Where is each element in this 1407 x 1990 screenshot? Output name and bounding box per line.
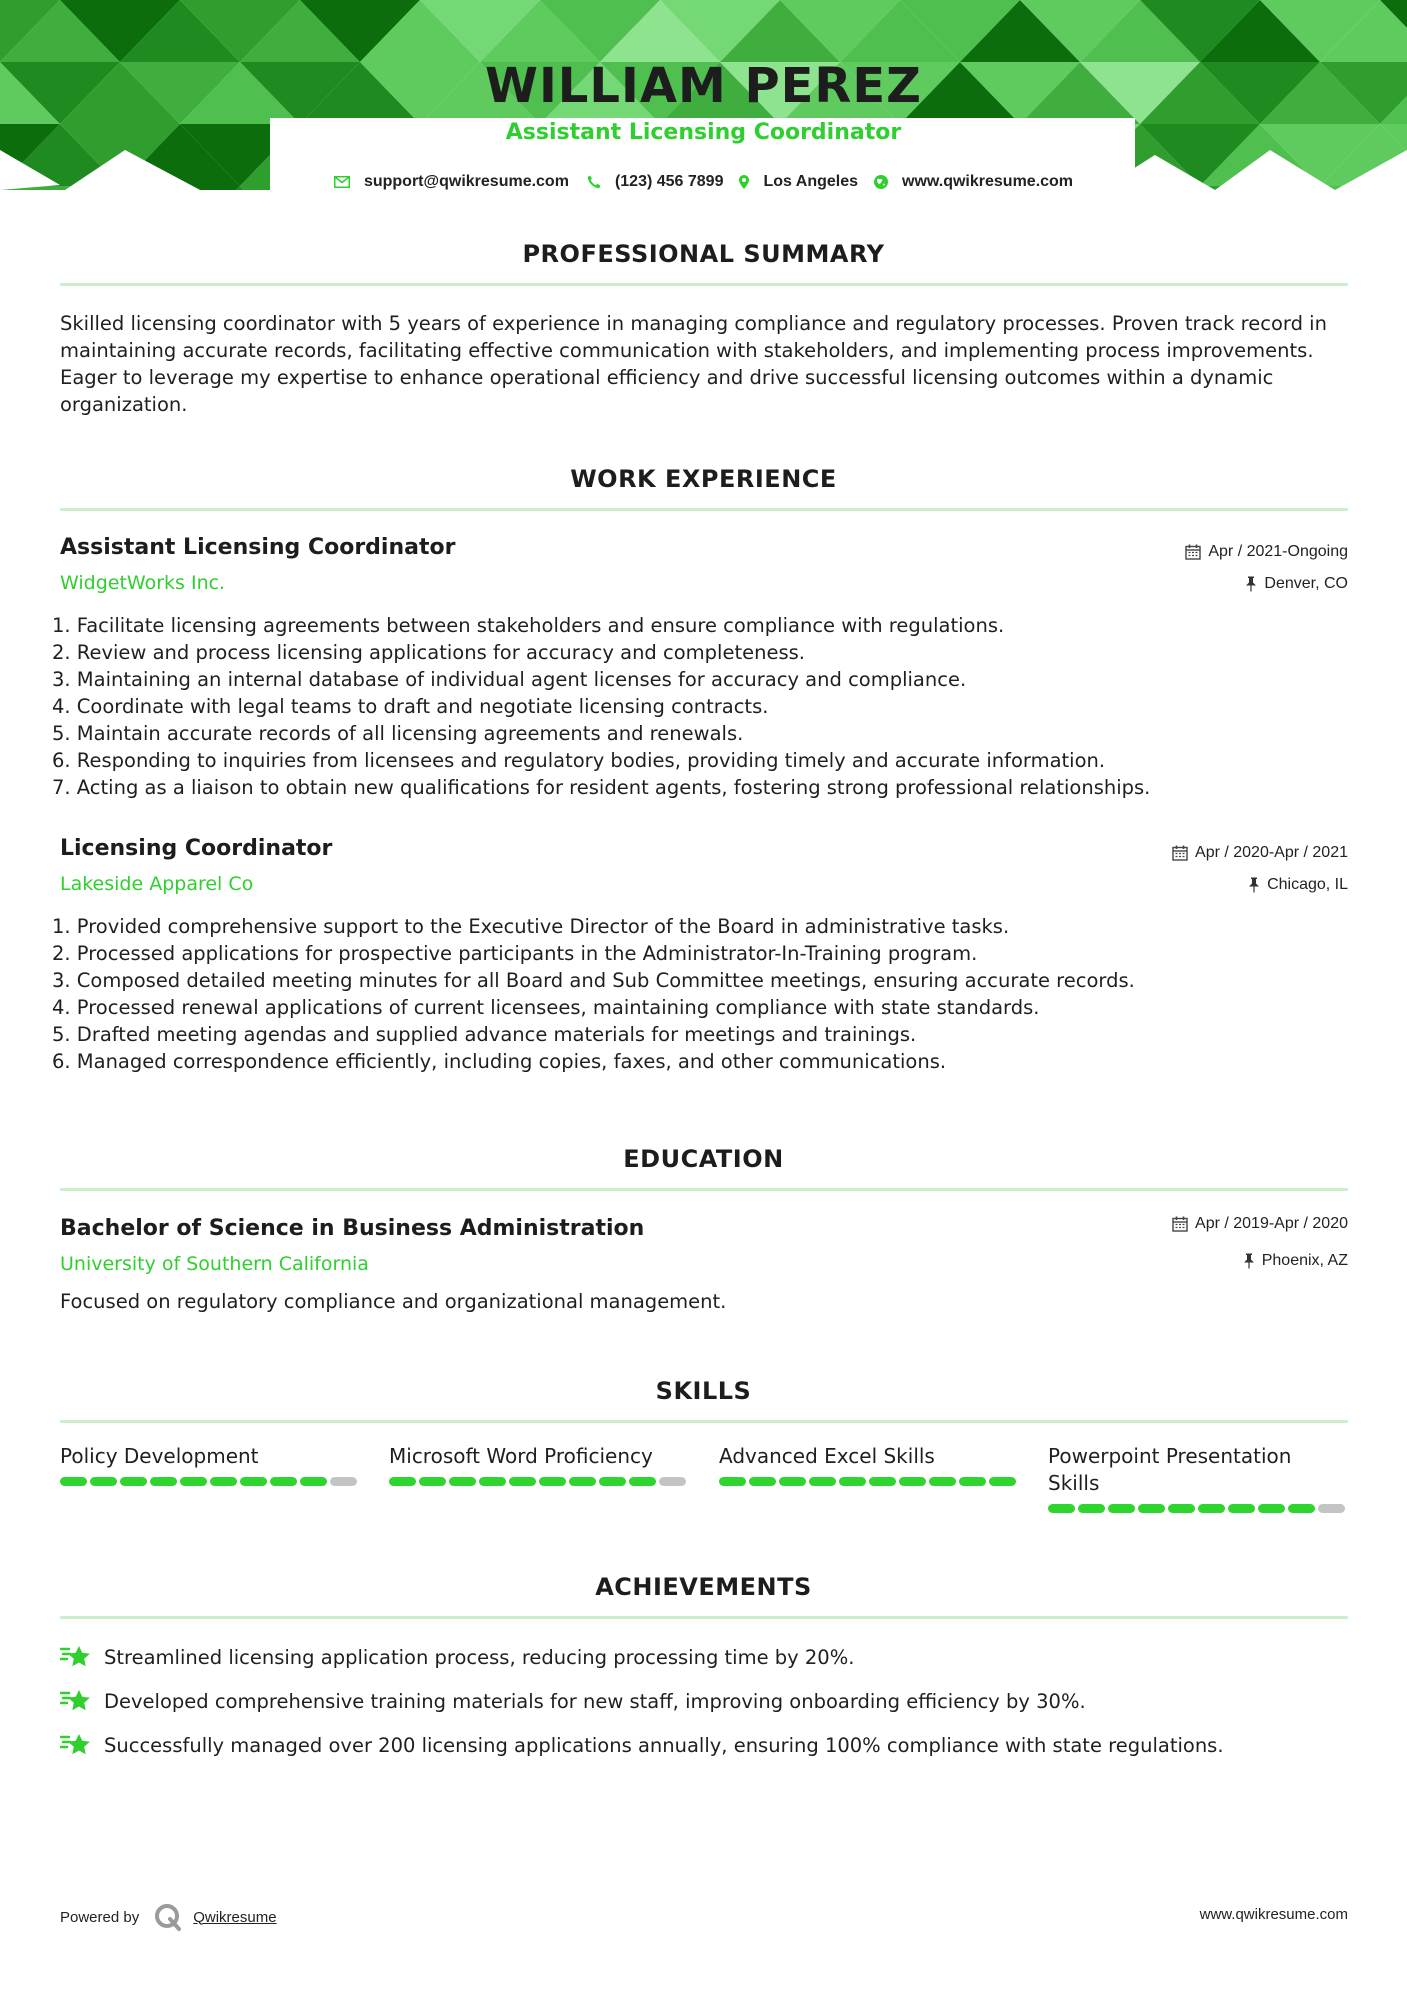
candidate-role: Assistant Licensing Coordinator bbox=[505, 120, 902, 145]
globe-icon bbox=[874, 175, 888, 189]
candidate-name: WILLIAM PEREZ bbox=[485, 58, 922, 114]
section-divider bbox=[60, 1420, 1348, 1423]
skill-level-bar bbox=[389, 1477, 689, 1486]
skill-level-segment bbox=[150, 1477, 177, 1486]
skill-level-segment bbox=[60, 1477, 87, 1486]
job-company: Lakeside Apparel Co bbox=[60, 873, 254, 895]
phone-icon bbox=[587, 175, 601, 189]
section-title-education: EDUCATION bbox=[623, 1145, 784, 1173]
skill-name: Microsoft Word Proficiency bbox=[389, 1444, 653, 1468]
calendar-icon bbox=[1172, 845, 1188, 861]
section-title-experience: WORK EXPERIENCE bbox=[570, 465, 837, 493]
skill-level-segment bbox=[599, 1477, 626, 1486]
envelope-icon bbox=[334, 176, 350, 188]
achievement-item bbox=[60, 1688, 1086, 1714]
degree-title: Bachelor of Science in Business Administration bbox=[60, 1216, 645, 1241]
footer-powered-by bbox=[60, 1902, 277, 1932]
section-title-achievements: ACHIEVEMENTS bbox=[595, 1573, 812, 1601]
list-item: 1. Facilitate licensing agreements between stakeholders and ensure compliance with regulations. bbox=[52, 614, 1005, 637]
job-title: Licensing Coordinator bbox=[60, 836, 333, 861]
list-item: 5. Drafted meeting agendas and supplied advance materials for meetings and trainings. bbox=[52, 1023, 917, 1046]
pushpin-icon bbox=[1243, 1253, 1255, 1269]
achievement-text: Streamlined licensing application process, reducing processing time by 20%. bbox=[104, 1645, 855, 1669]
skill-level-segment bbox=[809, 1477, 836, 1486]
skill-level-segment bbox=[240, 1477, 267, 1486]
phone-text: (123) 456 7899 bbox=[614, 173, 724, 190]
section-divider bbox=[60, 1188, 1348, 1191]
skill-item bbox=[60, 1443, 360, 1486]
contact-phone[interactable] bbox=[587, 173, 724, 191]
list-item: 7. Acting as a liaison to obtain new qualifications for resident agents, fostering strong professional relationships. bbox=[52, 776, 1151, 799]
skill-level-segment bbox=[419, 1477, 446, 1486]
skill-level-segment bbox=[1198, 1504, 1225, 1513]
section-title-skills: SKILLS bbox=[655, 1377, 752, 1405]
skill-level-segment bbox=[929, 1477, 956, 1486]
achievement-item bbox=[60, 1644, 854, 1670]
contact-email[interactable] bbox=[334, 173, 569, 191]
achievement-text: Successfully managed over 200 licensing applications annually, ensuring 100% compliance with state regulations. bbox=[104, 1733, 1224, 1757]
skill-level-segment bbox=[210, 1477, 237, 1486]
summary-text: Skilled licensing coordinator with 5 years of experience in managing compliance and regulatory processes. Proven track record in maintaining accurate records, facilitating effective communication with stakeholders, and implementing process improvements. Eager to leverage my expertise to enhance operational efficiency and drive successful licensing outcomes within a dynamic organization. bbox=[60, 312, 1327, 416]
pushpin-icon bbox=[1245, 576, 1257, 592]
list-item: 4. Coordinate with legal teams to draft and negotiate licensing contracts. bbox=[52, 695, 769, 718]
skill-level-segment bbox=[120, 1477, 147, 1486]
education-dates-text: Apr / 2019-Apr / 2020 bbox=[1195, 1215, 1348, 1232]
contact-bar bbox=[0, 173, 1407, 191]
job-location-text: Denver, CO bbox=[1264, 575, 1348, 592]
school-name: University of Southern California bbox=[60, 1253, 369, 1275]
website-text: www.qwikresume.com bbox=[902, 173, 1074, 190]
skill-level-segment bbox=[539, 1477, 566, 1486]
calendar-icon bbox=[1185, 544, 1201, 560]
skill-level-segment bbox=[1168, 1504, 1195, 1513]
skill-level-segment bbox=[1108, 1504, 1135, 1513]
job-responsibilities bbox=[52, 612, 1352, 801]
list-item: 2. Review and process licensing applications for accuracy and completeness. bbox=[52, 641, 805, 664]
achievement-item bbox=[60, 1732, 1224, 1758]
job-location-text: Chicago, IL bbox=[1267, 876, 1348, 893]
skill-level-segment bbox=[779, 1477, 806, 1486]
skill-level-segment bbox=[1138, 1504, 1165, 1513]
list-item: 5. Maintain accurate records of all licensing agreements and renewals. bbox=[52, 722, 744, 745]
job-dates-text: Apr / 2021-Ongoing bbox=[1208, 543, 1348, 560]
skill-level-segment bbox=[869, 1477, 896, 1486]
skill-level-bar bbox=[719, 1477, 1019, 1486]
list-item: 4. Processed renewal applications of current licensees, maintaining compliance with state standards. bbox=[52, 996, 1040, 1019]
skill-level-segment bbox=[569, 1477, 596, 1486]
skill-level-segment bbox=[749, 1477, 776, 1486]
skill-level-segment bbox=[389, 1477, 416, 1486]
skill-level-bar bbox=[60, 1477, 360, 1486]
qwikresume-logo bbox=[153, 1902, 183, 1932]
job-location bbox=[1248, 876, 1348, 894]
skill-level-segment bbox=[509, 1477, 536, 1486]
skill-name: Advanced Excel Skills bbox=[719, 1444, 935, 1468]
skill-level-segment bbox=[1048, 1504, 1075, 1513]
section-divider bbox=[60, 508, 1348, 511]
skill-item bbox=[389, 1443, 689, 1486]
achievement-text: Developed comprehensive training materials for new staff, improving onboarding efficiency by 30%. bbox=[104, 1689, 1086, 1713]
skill-level-segment bbox=[90, 1477, 117, 1486]
skill-name: Powerpoint Presentation Skills bbox=[1048, 1444, 1292, 1495]
skill-level-segment bbox=[449, 1477, 476, 1486]
section-divider bbox=[60, 1616, 1348, 1619]
job-company: WidgetWorks Inc. bbox=[60, 572, 226, 594]
job-dates bbox=[1185, 543, 1348, 561]
skill-level-segment bbox=[899, 1477, 926, 1486]
skill-name: Policy Development bbox=[60, 1444, 259, 1468]
star-icon bbox=[60, 1732, 92, 1758]
skill-level-segment bbox=[959, 1477, 986, 1486]
job-title: Assistant Licensing Coordinator bbox=[60, 535, 456, 560]
skill-level-segment bbox=[1258, 1504, 1285, 1513]
skill-level-segment bbox=[300, 1477, 327, 1486]
job-dates bbox=[1172, 844, 1348, 862]
contact-website[interactable] bbox=[874, 173, 1073, 191]
powered-by-label: Powered by bbox=[60, 1908, 140, 1926]
list-item: 3. Composed detailed meeting minutes for all Board and Sub Committee meetings, ensuring accurate records. bbox=[52, 969, 1135, 992]
skill-level-bar bbox=[1048, 1504, 1348, 1513]
skill-item bbox=[719, 1443, 1019, 1486]
skill-level-segment bbox=[659, 1477, 686, 1486]
brand-link[interactable]: Qwikresume bbox=[193, 1908, 277, 1926]
job-dates-text: Apr / 2020-Apr / 2021 bbox=[1195, 844, 1348, 861]
location-text: Los Angeles bbox=[763, 173, 859, 190]
skill-level-segment bbox=[1288, 1504, 1315, 1513]
skill-level-segment bbox=[839, 1477, 866, 1486]
skill-level-segment bbox=[330, 1477, 357, 1486]
skill-level-segment bbox=[629, 1477, 656, 1486]
skill-level-segment bbox=[719, 1477, 746, 1486]
contact-location bbox=[739, 173, 858, 191]
education-location bbox=[1243, 1252, 1348, 1270]
list-item: 6. Managed correspondence efficiently, including copies, faxes, and other communications. bbox=[52, 1050, 947, 1073]
education-dates bbox=[1172, 1215, 1348, 1233]
star-icon bbox=[60, 1644, 92, 1670]
skill-level-segment bbox=[1228, 1504, 1255, 1513]
map-pin-icon bbox=[739, 175, 749, 189]
list-item: 3. Maintaining an internal database of individual agent licenses for accuracy and compliance. bbox=[52, 668, 967, 691]
footer-website[interactable]: www.qwikresume.com bbox=[1199, 1906, 1348, 1923]
list-item: 1. Provided comprehensive support to the Executive Director of the Board in administrative tasks. bbox=[52, 915, 1010, 938]
section-divider bbox=[60, 283, 1348, 286]
skill-level-segment bbox=[1318, 1504, 1345, 1513]
list-item: 6. Responding to inquiries from licensees and regulatory bodies, providing timely and accurate information. bbox=[52, 749, 1106, 772]
skill-level-segment bbox=[270, 1477, 297, 1486]
star-icon bbox=[60, 1688, 92, 1714]
skill-level-segment bbox=[180, 1477, 207, 1486]
skill-level-segment bbox=[479, 1477, 506, 1486]
skill-item bbox=[1048, 1443, 1348, 1513]
job-responsibilities bbox=[52, 913, 1352, 1075]
calendar-icon bbox=[1172, 1216, 1188, 1232]
section-title-summary: PROFESSIONAL SUMMARY bbox=[522, 240, 885, 268]
skill-level-segment bbox=[989, 1477, 1016, 1486]
education-note: Focused on regulatory compliance and organizational management. bbox=[60, 1290, 727, 1313]
list-item: 2. Processed applications for prospective participants in the Administrator-In-Training program. bbox=[52, 942, 978, 965]
job-location bbox=[1245, 575, 1348, 593]
skill-level-segment bbox=[1078, 1504, 1105, 1513]
pushpin-icon bbox=[1248, 877, 1260, 893]
email-text: support@qwikresume.com bbox=[363, 173, 569, 190]
education-location-text: Phoenix, AZ bbox=[1261, 1252, 1348, 1269]
